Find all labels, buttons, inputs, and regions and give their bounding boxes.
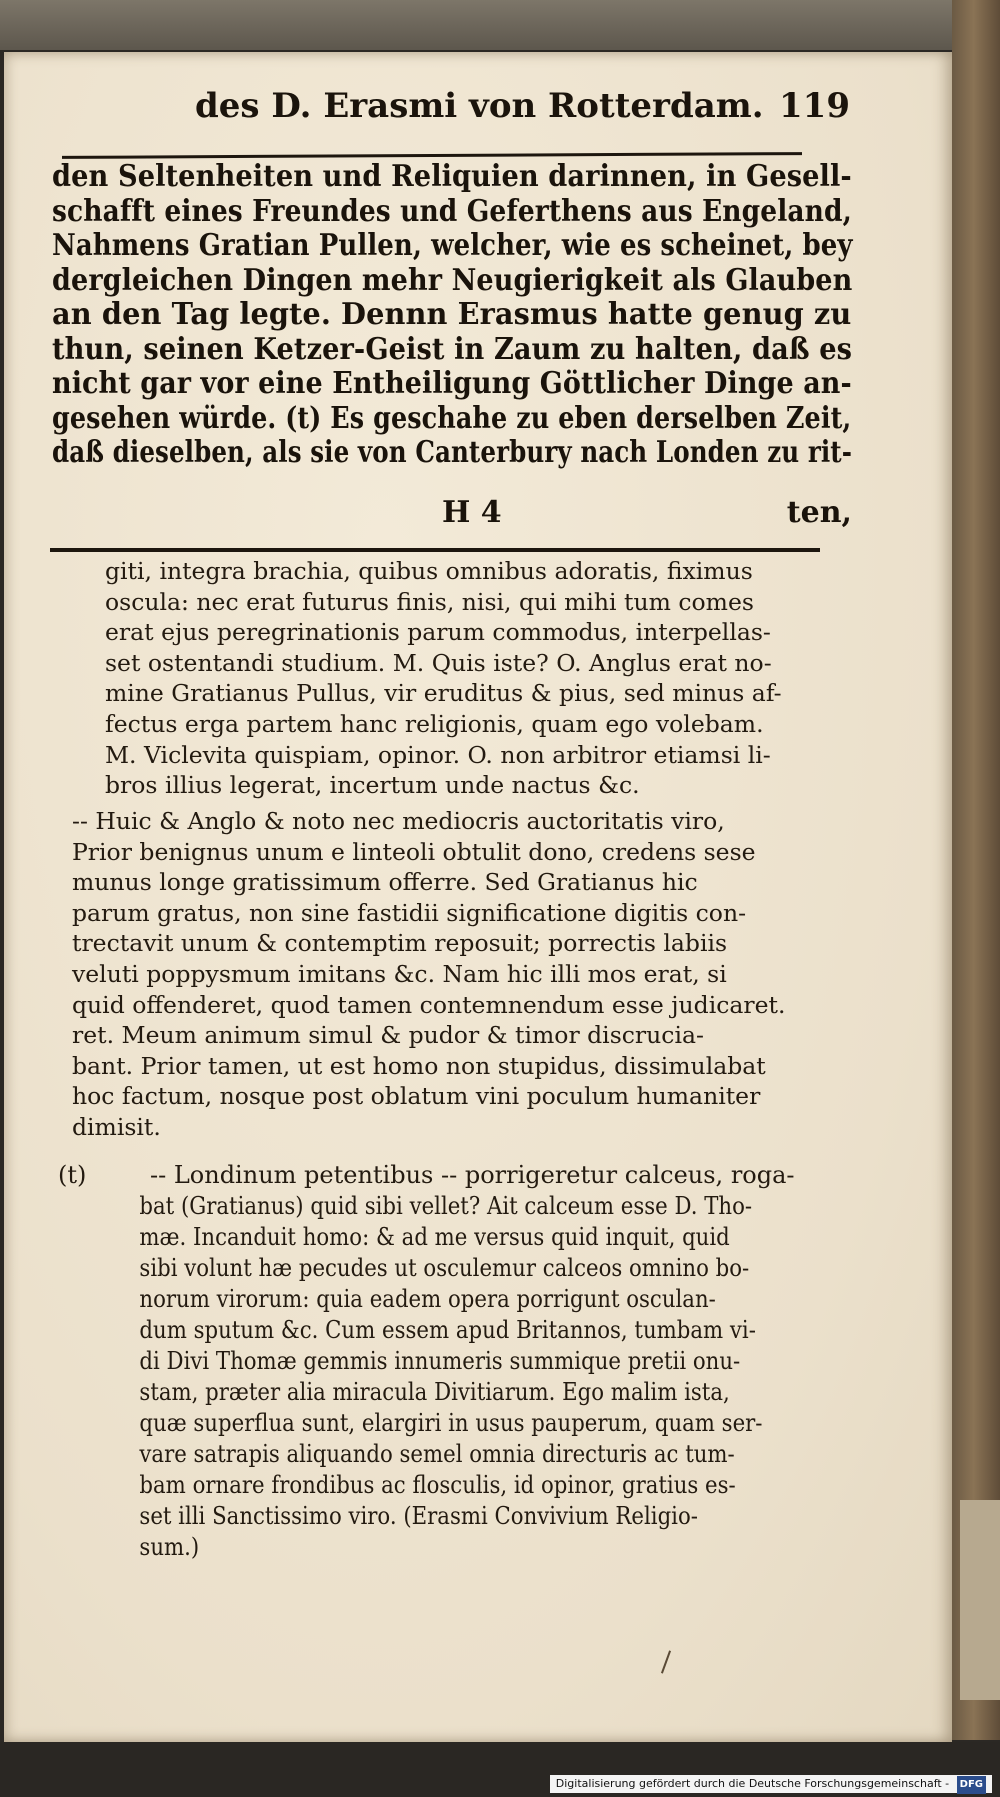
footnote-line: quid offenderet, quod tamen contemnendum esse judicaret. (72, 990, 786, 1019)
footnote-line: hoc factum, nosque post oblatum vini poculum humaniter (72, 1082, 761, 1111)
main-text-line: nicht gar vor eine Entheiligung Göttlicher Dinge an- (52, 366, 852, 401)
digitization-credit (550, 1775, 992, 1793)
footnote-line: mine Gratianus Pullus, vir eruditus & pius, sed minus af- (105, 679, 782, 708)
book-top-edge (0, 0, 960, 50)
footnote-line: M. Viclevita quispiam, opinor. O. non arbitror etiamsi li- (105, 740, 771, 769)
main-text-line: den Seltenheiten und Reliquien darinnen, in Gesell- (52, 159, 852, 194)
footnote-line: dimisit. (72, 1112, 161, 1141)
footnote-line: bant. Prior tamen, ut est homo non stupidus, dissimulabat (72, 1051, 766, 1080)
running-head (195, 86, 850, 136)
book-fore-edge (952, 0, 1000, 1740)
footnote-line: fectus erga partem hanc religionis, quam ego volebam. (105, 709, 764, 738)
catchword: ten, (786, 495, 852, 530)
footnote-line: vare satrapis aliquando semel omnia directuris ac tum- (139, 1440, 735, 1468)
footnote-line: bam ornare frondibus ac flosculis, id opinor, gratius es- (139, 1471, 736, 1499)
footnote-line: mæ. Incanduit homo: & ad me versus quid inquit, quid (139, 1223, 730, 1251)
footnote-rule (50, 548, 820, 552)
credit-text: Digitalisierung gefördert durch die Deutsche Forschungsgemeinschaft - (555, 1777, 950, 1790)
footnote-line: -- Huic & Anglo & noto nec mediocris auctoritatis viro, (72, 807, 725, 835)
footnote-line: oscula: nec erat futurus finis, nisi, qui mihi tum comes (105, 587, 754, 616)
footnote-line: set illi Sanctissimo viro. (Erasmi Convivium Religio- (139, 1502, 698, 1530)
footnote-block-1 (105, 556, 855, 801)
signature-mark: H 4 (442, 495, 502, 530)
footnote-line: quæ superflua sunt, elargiri in usus pauperum, quam ser- (139, 1409, 763, 1437)
footnote-line: ret. Meum animum simul & pudor & timor discrucia- (72, 1021, 704, 1050)
main-text (52, 160, 852, 471)
page-number: 119 (779, 86, 850, 126)
footnote-marker: (t) (58, 1161, 87, 1189)
signature-row (52, 495, 852, 535)
footnote-line: dum sputum &c. Cum essem apud Britannos, tumbam vi- (139, 1316, 756, 1344)
dfg-logo[interactable]: DFG (957, 1776, 986, 1794)
main-text-line: an den Tag legte. Dennn Erasmus hatte genug zu (52, 297, 852, 332)
footnote-line: munus longe gratissimum offerre. Sed Gratianus hic (72, 868, 698, 897)
footnote-line: di Divi Thomæ gemmis innumeris summique pretii onu- (139, 1347, 741, 1375)
footnote-line: stam, præter alia miracula Divitiarum. Ego malim ista, (139, 1378, 730, 1406)
main-text-line: schafft eines Freundes und Geferthens aus Engeland, (52, 193, 852, 229)
running-title: des D. Erasmi von Rotterdam. (195, 86, 764, 126)
footnote-block-2 (72, 806, 862, 1143)
footnote-line: sum.) (139, 1533, 200, 1561)
footnote-line: sibi volunt hæ pecudes ut osculemur calceos omnino bo- (139, 1254, 750, 1282)
footnote-line: norum virorum: quia eadem opera porrigunt osculan- (139, 1285, 716, 1313)
main-text-line: Nahmens Gratian Pullen, welcher, wie es scheinet, bey (52, 228, 853, 263)
footnote-line: Prior benignus unum e linteoli obtulit dono, credens sese (72, 837, 756, 866)
footnote-line: giti, integra brachia, quibus omnibus adoratis, fiximus (105, 557, 753, 585)
footnote-t-body (139, 1160, 860, 1563)
footnote-line: parum gratus, non sine fastidii significatione digitis con- (72, 898, 747, 927)
footnote-line: trectavit unum & contemptim reposuit; porrectis labiis (72, 929, 728, 958)
main-text-line: daß dieselben, als sie von Canterbury nach Londen zu rit- (52, 435, 852, 470)
main-text-line: gesehen würde. (t) Es geschahe zu eben derselben Zeit, (52, 400, 852, 436)
footnote-line: erat ejus peregrinationis parum commodus, interpellas- (105, 618, 771, 647)
book-fore-edge-light (960, 1500, 1000, 1700)
footnote-line: -- Londinum petentibus -- porrigeretur calceus, roga- (150, 1161, 795, 1189)
footnote-line: set ostentandi studium. M. Quis iste? O. Anglus erat no- (105, 648, 772, 677)
footnote-line: bat (Gratianus) quid sibi vellet? Ait calceum esse D. Tho- (139, 1192, 753, 1220)
main-text-line: dergleichen Dingen mehr Neugierigkeit als Glauben (52, 262, 853, 298)
main-text-line: thun, seinen Ketzer-Geist in Zaum zu halten, daß es (52, 331, 853, 367)
footnote-line: veluti poppysmum imitans &c. Nam hic illi mos erat, si (72, 959, 727, 988)
footnote-line: bros illius legerat, incertum unde nactus &c. (105, 771, 640, 800)
